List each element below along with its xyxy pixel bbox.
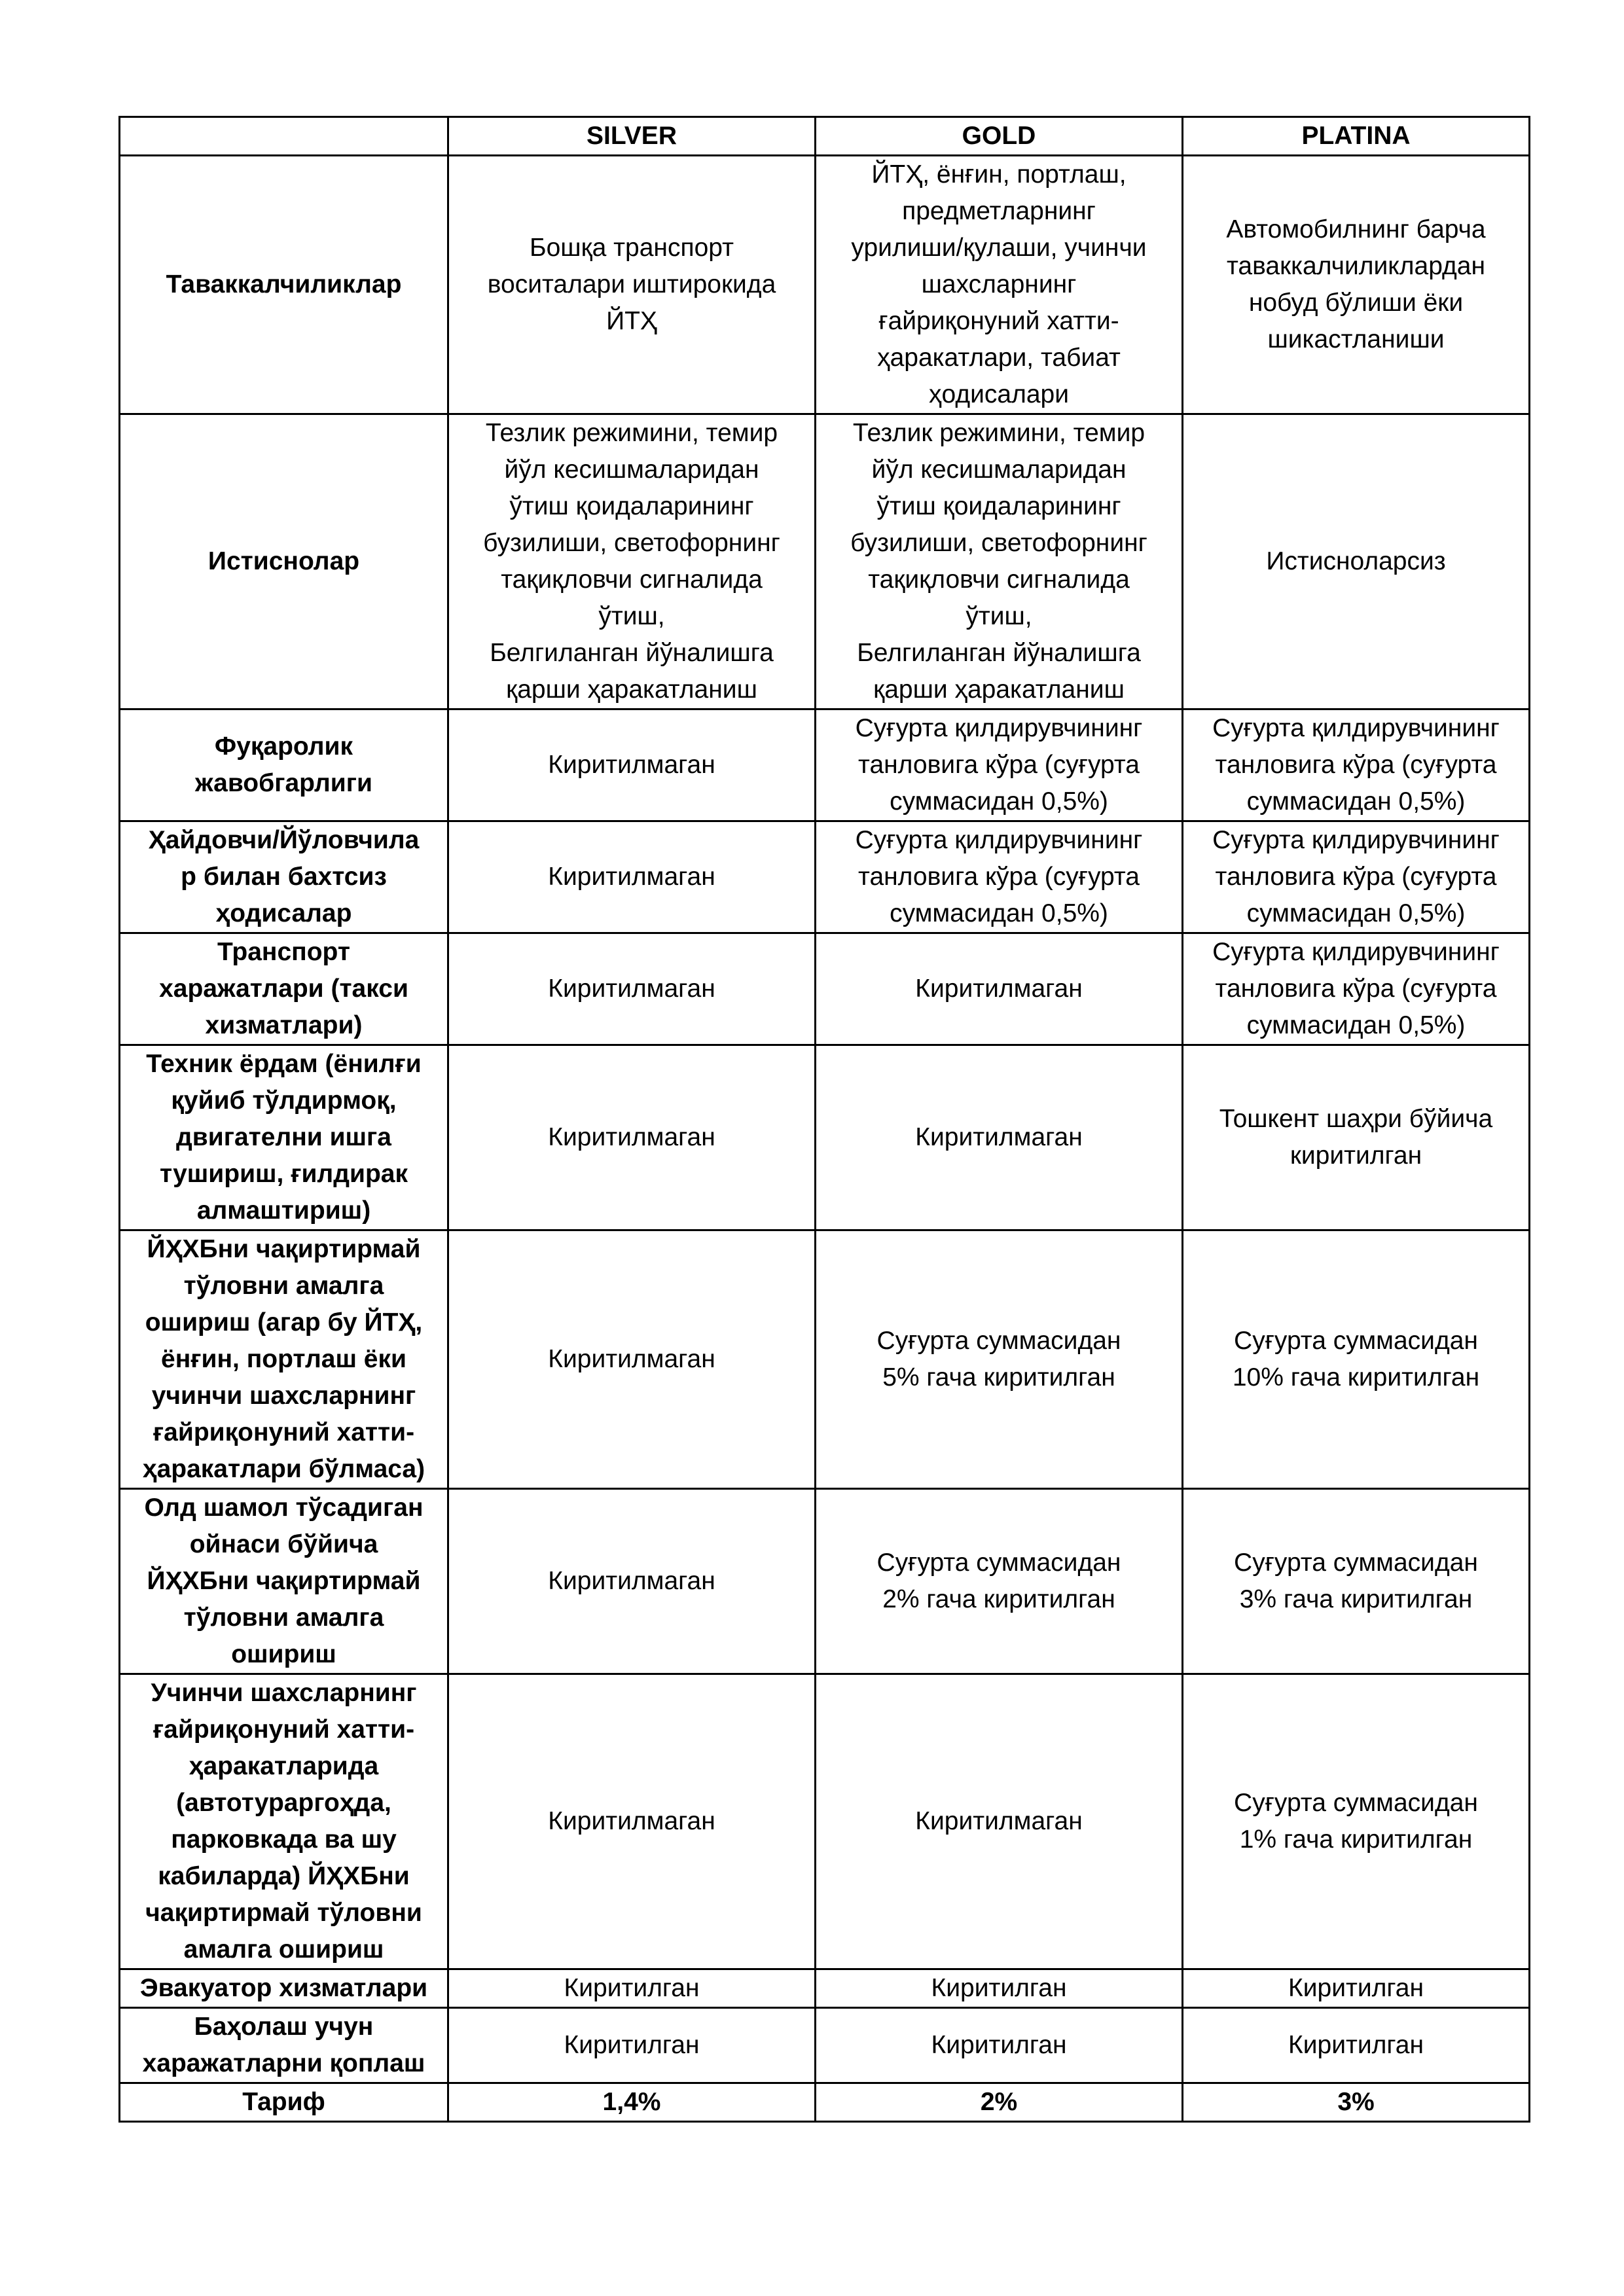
header-gold: GOLD	[816, 117, 1183, 156]
silver-cell-text: Киритилмаган	[548, 1123, 715, 1151]
platina-cell-text: Суғурта суммасидан 10% гача киритилган	[1232, 1327, 1480, 1391]
platina-cell	[1183, 1674, 1530, 1969]
table-row	[120, 1045, 1530, 1230]
gold-cell-text: Киритилган	[931, 2031, 1067, 2059]
platina-cell	[1183, 1230, 1530, 1489]
silver-cell	[448, 2008, 816, 2083]
row-label-text: Учинчи шахсларнинг ғайриқонуний хатти- ҳаракатларида (автотураргоҳда, парковкада ва шу кабиларда) ЙҲХБни чақиртирмай тўловни амалга ошириш	[145, 1679, 422, 1964]
silver-cell-text: Тезлик режимини, темир йўл кесишмаларидан ўтиш қоидаларининг бузилиши, светофорнинг тақиқловчи сигналида ўтиш, Белгиланган йўналишга қарши ҳаракатланиш	[483, 419, 780, 704]
table-body	[120, 156, 1530, 2122]
platina-cell-text: Тошкент шаҳри бўйича киритилган	[1219, 1105, 1493, 1170]
row-label-text: Олд шамол тўсадиган ойнаси бўйича ЙҲХБни чақиртирмай тўловни амалга ошириш	[144, 1494, 424, 1668]
silver-cell-text: Киритилмаган	[548, 751, 715, 779]
platina-cell	[1183, 709, 1530, 821]
silver-cell	[448, 414, 816, 709]
gold-cell	[816, 2008, 1183, 2083]
silver-cell	[448, 709, 816, 821]
gold-cell-text: ЙТҲ, ёнғин, портлаш, предметларнинг урилиши/қулаши, учинчи шахсларнинг ғайриқонуний хатти- ҳаракатлари, табиат ҳодисалари	[851, 160, 1147, 408]
platina-cell-text: Киритилган	[1288, 1974, 1424, 2002]
platina-cell-text: Суғурта суммасидан 1% гача киритилган	[1234, 1789, 1478, 1854]
row-label	[120, 2083, 448, 2122]
row-label	[120, 1489, 448, 1674]
row-label-text: Техник ёрдам (ёнилғи қуйиб тўлдирмоқ, двигателни ишга тушириш, ғилдирак алмаштириш)	[146, 1050, 422, 1225]
table-row	[120, 1489, 1530, 1674]
row-label	[120, 821, 448, 933]
row-label	[120, 709, 448, 821]
platina-cell	[1183, 2083, 1530, 2122]
platina-cell-text: Суғурта қилдирувчининг танловига кўра (суғурта суммасидан 0,5%)	[1212, 714, 1500, 816]
silver-cell	[448, 1674, 816, 1969]
gold-cell	[816, 709, 1183, 821]
row-label	[120, 2008, 448, 2083]
gold-cell-text: Суғурта суммасидан 2% гача киритилган	[876, 1549, 1121, 1613]
row-label-text: Истиснолар	[208, 547, 360, 575]
platina-cell	[1183, 1045, 1530, 1230]
table-row	[120, 2083, 1530, 2122]
silver-cell-text: Киритилмаган	[548, 863, 715, 891]
table-row	[120, 414, 1530, 709]
table-row	[120, 156, 1530, 414]
gold-cell-text: Киритилмаган	[915, 975, 1083, 1003]
row-label-text: Транспорт харажатлари (такси хизматлари)	[159, 938, 408, 1039]
silver-cell-text: 1,4%	[602, 2088, 661, 2116]
platina-cell	[1183, 933, 1530, 1045]
gold-cell	[816, 156, 1183, 414]
platina-cell-text: Суғурта қилдирувчининг танловига кўра (суғурта суммасидан 0,5%)	[1212, 826, 1500, 927]
silver-cell-text: Киритилган	[564, 1974, 700, 2002]
row-label	[120, 1969, 448, 2008]
platina-cell	[1183, 821, 1530, 933]
gold-cell-text: Суғурта қилдирувчининг танловига кўра (суғурта суммасидан 0,5%)	[855, 714, 1143, 816]
platina-cell	[1183, 1969, 1530, 2008]
row-label-text: Эвакуатор хизматлари	[139, 1974, 428, 2002]
row-label	[120, 1674, 448, 1969]
silver-cell-text: Киритилмаган	[548, 975, 715, 1003]
gold-cell	[816, 1489, 1183, 1674]
gold-cell	[816, 933, 1183, 1045]
platina-cell-text: 3%	[1337, 2088, 1375, 2116]
gold-cell-text: Тезлик режимини, темир йўл кесишмаларидан ўтиш қоидаларининг бузилиши, светофорнинг тақиқловчи сигналида ўтиш, Белгиланган йўналишга қарши ҳаракатланиш	[850, 419, 1147, 704]
row-label-text: Таваккалчиликлар	[166, 270, 402, 298]
gold-cell-text: Киритилган	[931, 1974, 1067, 2002]
row-label-text: Баҳолаш учун харажатларни қоплаш	[142, 2013, 425, 2077]
row-label-text: Фуқаролик жавобгарлиги	[195, 732, 372, 797]
platina-cell	[1183, 2008, 1530, 2083]
gold-cell-text: Киритилмаган	[915, 1807, 1083, 1835]
gold-cell-text: Киритилмаган	[915, 1123, 1083, 1151]
header-row	[120, 117, 1530, 156]
table-row	[120, 1674, 1530, 1969]
gold-cell-text: Суғурта суммасидан 5% гача киритилган	[876, 1327, 1121, 1391]
gold-cell-text: 2%	[980, 2088, 1018, 2116]
table-row	[120, 821, 1530, 933]
silver-cell	[448, 1969, 816, 2008]
silver-cell	[448, 1489, 816, 1674]
gold-cell-text: Суғурта қилдирувчининг танловига кўра (суғурта суммасидан 0,5%)	[855, 826, 1143, 927]
platina-cell-text: Киритилган	[1288, 2031, 1424, 2059]
row-label	[120, 1045, 448, 1230]
table-row	[120, 2008, 1530, 2083]
row-label-text: ЙҲХБни чақиртирмай тўловни амалга ошириш (агар бу ЙТҲ, ёнғин, портлаш ёки учинчи шахсларнинг ғайриқонуний хатти- ҳаракатлари бўлмаса)	[142, 1235, 425, 1483]
platina-cell	[1183, 414, 1530, 709]
row-label-text: Тариф	[242, 2088, 325, 2116]
platina-cell	[1183, 156, 1530, 414]
row-label	[120, 1230, 448, 1489]
insurance-comparison-table	[118, 116, 1530, 2123]
silver-cell-text: Бошқа транспорт воситалари иштирокида ЙТҲ	[487, 234, 776, 335]
table-row	[120, 1230, 1530, 1489]
silver-cell	[448, 821, 816, 933]
table-row	[120, 1969, 1530, 2008]
row-label	[120, 156, 448, 414]
silver-cell-text: Киритилган	[564, 2031, 700, 2059]
silver-cell	[448, 1045, 816, 1230]
silver-cell-text: Киритилмаган	[548, 1567, 715, 1595]
header-empty-cell	[120, 117, 448, 156]
gold-cell	[816, 1045, 1183, 1230]
silver-cell	[448, 2083, 816, 2122]
table-row	[120, 709, 1530, 821]
table-row	[120, 933, 1530, 1045]
platina-cell-text: Суғурта қилдирувчининг танловига кўра (суғурта суммасидан 0,5%)	[1212, 938, 1500, 1039]
silver-cell-text: Киритилмаган	[548, 1807, 715, 1835]
row-label	[120, 933, 448, 1045]
header-platina: PLATINA	[1183, 117, 1530, 156]
silver-cell	[448, 156, 816, 414]
gold-cell	[816, 1674, 1183, 1969]
row-label-text: Ҳайдовчи/Йўловчила р билан бахтсиз ҳодисалар	[148, 826, 420, 927]
row-label	[120, 414, 448, 709]
gold-cell	[816, 1230, 1183, 1489]
header-silver: SILVER	[448, 117, 816, 156]
silver-cell	[448, 1230, 816, 1489]
platina-cell-text: Автомобилнинг барча таваккалчиликлардан нобуд бўлиши ёки шикастланиши	[1226, 215, 1486, 353]
gold-cell	[816, 821, 1183, 933]
platina-cell-text: Истисноларсиз	[1266, 547, 1446, 575]
gold-cell	[816, 1969, 1183, 2008]
gold-cell	[816, 2083, 1183, 2122]
silver-cell-text: Киритилмаган	[548, 1345, 715, 1373]
platina-cell	[1183, 1489, 1530, 1674]
platina-cell-text: Суғурта суммасидан 3% гача киритилган	[1234, 1549, 1478, 1613]
silver-cell	[448, 933, 816, 1045]
gold-cell	[816, 414, 1183, 709]
